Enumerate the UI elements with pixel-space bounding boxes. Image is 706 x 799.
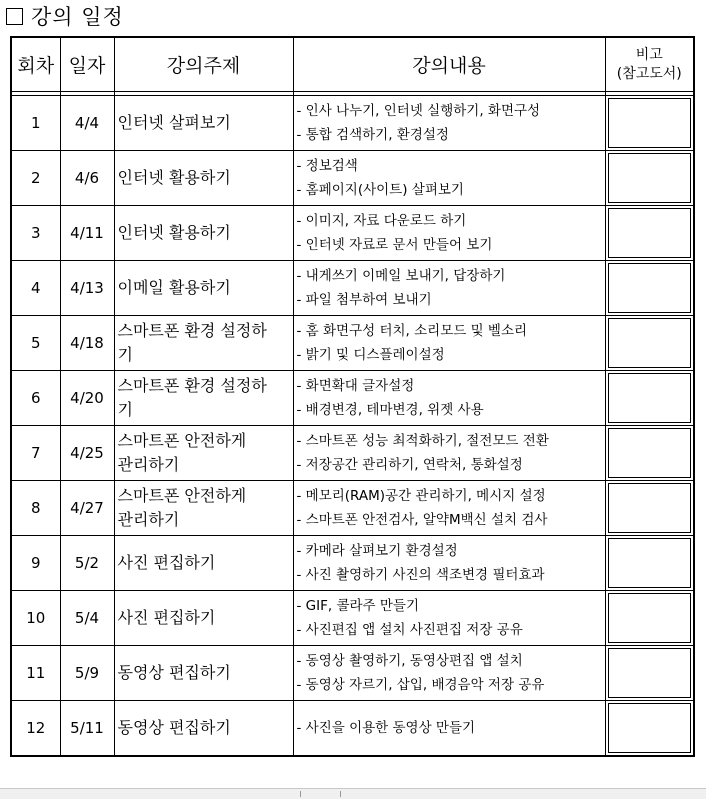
topic-line: 동영상 편집하기 <box>117 663 231 682</box>
content-line: - 사진편집 앱 설치 사진편집 저장 공유 <box>296 622 523 638</box>
cell-session: 9 <box>11 536 60 591</box>
cell-content <box>293 646 605 701</box>
cell-content <box>293 701 605 757</box>
header-session: 회차 <box>11 37 60 92</box>
cell-note <box>605 591 694 646</box>
cell-note <box>605 481 694 536</box>
topic-line: 인터넷 활용하기 <box>117 168 231 187</box>
cell-note <box>605 316 694 371</box>
section-title: 강의 일정 <box>31 5 124 29</box>
cell-content <box>293 206 605 261</box>
content-line: - 메모리(RAM)공간 관리하기, 메시지 설정 <box>296 488 546 504</box>
topic-line: 스마트폰 환경 설정하 <box>117 376 267 395</box>
content-line: - 홈페이지(사이트) 살펴보기 <box>296 182 464 198</box>
cell-content <box>293 261 605 316</box>
content-line: - 저장공간 관리하기, 연락처, 통화설정 <box>296 457 523 473</box>
content-line: - 동영상 촬영하기, 동영상편집 앱 설치 <box>296 653 523 669</box>
header-note-line1: 비고 <box>635 46 663 63</box>
cell-date: 5/2 <box>60 536 114 591</box>
cell-topic <box>114 536 293 591</box>
cell-topic <box>114 371 293 426</box>
note-box <box>608 318 692 368</box>
cell-note <box>605 96 694 151</box>
cell-note <box>605 646 694 701</box>
header-note <box>605 37 694 92</box>
content-line: - 인사 나누기, 인터넷 실행하기, 화면구성 <box>296 103 541 119</box>
topic-line: 사진 편집하기 <box>117 608 216 627</box>
note-box <box>608 98 692 148</box>
topic-line: 사진 편집하기 <box>117 553 216 572</box>
table-row <box>11 151 694 206</box>
note-box <box>608 483 692 533</box>
header-note-line2: (참고도서) <box>616 65 682 82</box>
cell-session: 4 <box>11 261 60 316</box>
topic-line: 인터넷 활용하기 <box>117 223 231 242</box>
table-row <box>11 96 694 151</box>
cell-date: 5/9 <box>60 646 114 701</box>
note-box <box>608 648 692 698</box>
cell-note <box>605 206 694 261</box>
cell-content <box>293 151 605 206</box>
cell-date: 5/4 <box>60 591 114 646</box>
content-line: - 홈 화면구성 터치, 소리모드 및 벨소리 <box>296 323 528 339</box>
cell-content <box>293 536 605 591</box>
cell-session: 11 <box>11 646 60 701</box>
cell-session: 2 <box>11 151 60 206</box>
table-row <box>11 316 694 371</box>
cell-topic <box>114 261 293 316</box>
header-row <box>11 37 694 92</box>
schedule-table <box>10 36 695 757</box>
section-heading <box>6 0 124 32</box>
checkbox-square-icon <box>6 8 23 25</box>
header-content: 강의내용 <box>293 37 605 92</box>
content-line: - 배경변경, 테마변경, 위젯 사용 <box>296 402 484 418</box>
content-line: - 화면확대 글자설정 <box>296 378 415 394</box>
cell-session: 1 <box>11 96 60 151</box>
topic-line: 동영상 편집하기 <box>117 718 231 737</box>
cell-content <box>293 316 605 371</box>
cell-date: 4/25 <box>60 426 114 481</box>
note-box <box>608 373 692 423</box>
table-row <box>11 206 694 261</box>
topic-line: 스마트폰 환경 설정하 <box>117 321 267 340</box>
content-line: - GIF, 콜라주 만들기 <box>296 598 419 614</box>
content-line: - 정보검색 <box>296 158 358 174</box>
cell-date: 4/6 <box>60 151 114 206</box>
topic-line: 이메일 활용하기 <box>117 278 231 297</box>
table-row <box>11 481 694 536</box>
content-line: - 동영상 자르기, 삽입, 배경음악 저장 공유 <box>296 677 545 693</box>
cell-note <box>605 426 694 481</box>
topic-line: 스마트폰 안전하게 <box>117 486 247 505</box>
note-box <box>608 208 692 258</box>
cell-topic <box>114 151 293 206</box>
topic-line: 관리하기 <box>117 455 180 474</box>
content-line: - 내게쓰기 이메일 보내기, 답장하기 <box>296 268 506 284</box>
topic-line: 관리하기 <box>117 510 180 529</box>
cell-session: 8 <box>11 481 60 536</box>
cell-note <box>605 701 694 757</box>
cell-topic <box>114 316 293 371</box>
cell-session: 6 <box>11 371 60 426</box>
content-line: - 사진을 이용한 동영상 만들기 <box>296 720 476 736</box>
topic-line: 스마트폰 안전하게 <box>117 431 247 450</box>
cell-topic <box>114 701 293 757</box>
cell-content <box>293 481 605 536</box>
cell-topic <box>114 96 293 151</box>
bottom-scrollbar[interactable] <box>0 788 706 799</box>
table-row <box>11 371 694 426</box>
cell-note <box>605 261 694 316</box>
content-line: - 스마트폰 성능 최적화하기, 절전모드 전환 <box>296 433 549 449</box>
table-row <box>11 701 694 757</box>
content-line: - 인터넷 자료로 문서 만들어 보기 <box>296 237 493 253</box>
cell-topic <box>114 481 293 536</box>
note-box <box>608 538 692 588</box>
cell-note <box>605 371 694 426</box>
cell-date: 5/11 <box>60 701 114 757</box>
cell-topic <box>114 206 293 261</box>
table-row <box>11 591 694 646</box>
cell-session: 3 <box>11 206 60 261</box>
cell-note <box>605 536 694 591</box>
content-line: - 스마트폰 안전검사, 알약M백신 설치 검사 <box>296 512 548 528</box>
schedule-body <box>11 96 694 757</box>
cell-content <box>293 371 605 426</box>
topic-line: 기 <box>117 345 133 364</box>
table-row <box>11 646 694 701</box>
cell-date: 4/27 <box>60 481 114 536</box>
note-box <box>608 428 692 478</box>
cell-session: 10 <box>11 591 60 646</box>
cell-topic <box>114 426 293 481</box>
content-line: - 밝기 및 디스플레이설정 <box>296 347 445 363</box>
content-line: - 카메라 살펴보기 환경설정 <box>296 543 458 559</box>
note-box <box>608 153 692 203</box>
cell-date: 4/18 <box>60 316 114 371</box>
content-line: - 파일 첨부하여 보내기 <box>296 292 432 308</box>
content-line: - 통합 검색하기, 환경설정 <box>296 127 449 143</box>
cell-date: 4/4 <box>60 96 114 151</box>
cell-content <box>293 96 605 151</box>
table-row <box>11 426 694 481</box>
cell-session: 12 <box>11 701 60 757</box>
cell-content <box>293 426 605 481</box>
cell-date: 4/13 <box>60 261 114 316</box>
cell-content <box>293 591 605 646</box>
topic-line: 인터넷 살펴보기 <box>117 113 231 132</box>
note-box <box>608 263 692 313</box>
cell-topic <box>114 646 293 701</box>
table-row <box>11 536 694 591</box>
cell-topic <box>114 591 293 646</box>
note-box <box>608 703 692 753</box>
cell-session: 7 <box>11 426 60 481</box>
note-box <box>608 593 692 643</box>
table-row <box>11 261 694 316</box>
topic-line: 기 <box>117 400 133 419</box>
header-date: 일자 <box>60 37 114 92</box>
content-line: - 사진 촬영하기 사진의 색조변경 필터효과 <box>296 567 545 583</box>
cell-date: 4/20 <box>60 371 114 426</box>
cell-note <box>605 151 694 206</box>
cell-date: 4/11 <box>60 206 114 261</box>
content-line: - 이미지, 자료 다운로드 하기 <box>296 213 467 229</box>
cell-session: 5 <box>11 316 60 371</box>
header-topic: 강의주제 <box>114 37 293 92</box>
